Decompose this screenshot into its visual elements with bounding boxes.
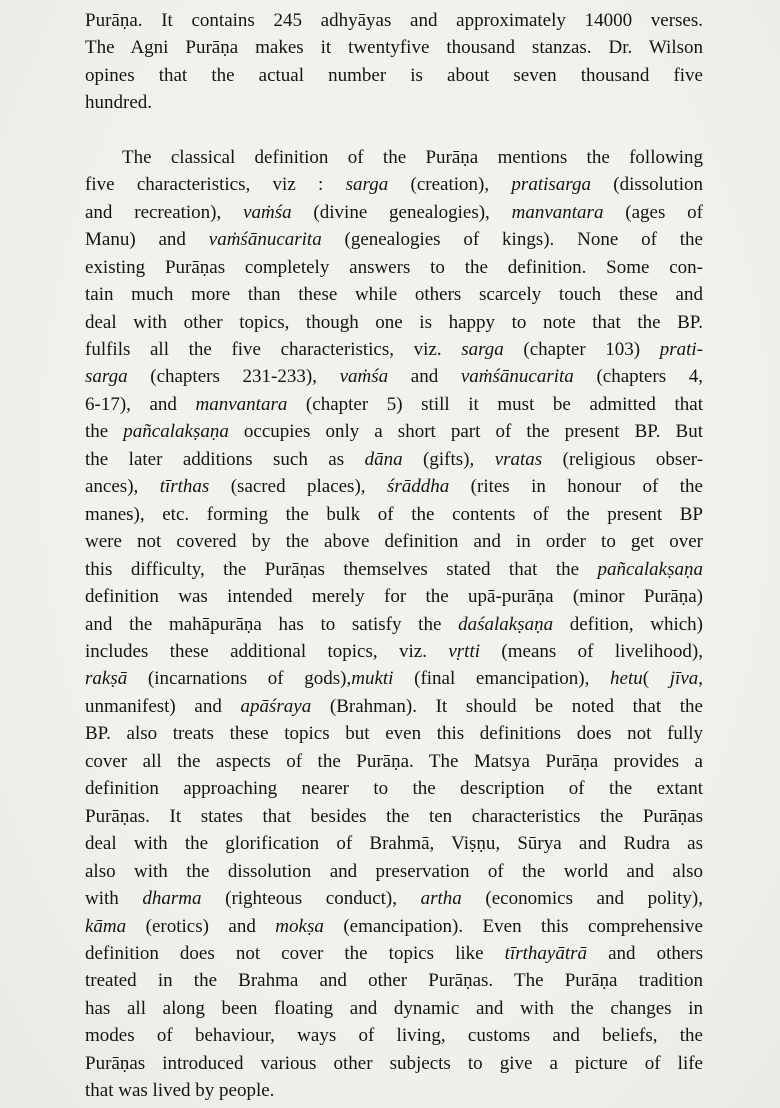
italic-term: śrāddha [386,476,450,498]
text-run: definition was intended merely for the upā-purāṇa (minor Purāṇa) [85,586,703,608]
text-line [85,693,703,720]
italic-term: tīrthas [159,476,210,498]
text-line [85,89,703,116]
text-run: occupies only a short part of the present BP. But [228,421,704,443]
text-run: (chapter 5) still it must be admitted that [287,393,704,415]
text-run: (chapters 231-233), [127,366,340,388]
italic-term: pañcalakṣaṇa [597,558,703,580]
text-line [85,913,703,940]
text-run: manes), etc. forming the bulk of the contents of the present BP [85,503,703,525]
text-run: The Agni Purāṇa makes it twentyfive thousand stanzas. Dr. Wilson [85,37,703,59]
text-line [85,638,703,665]
text-line [85,720,703,747]
italic-term: tīrthayātrā [504,942,588,964]
text-run: defition, which) [553,613,703,635]
text-run: (rites in honour of the [449,476,703,498]
italic-term: kāma [85,915,127,937]
italic-term: vaṁśa [339,366,389,388]
text-run: ( [642,668,670,690]
text-run: Purāṇa. It contains 245 adhyāyas and approximately 14000 verses. [85,10,703,31]
text-run: (emancipation). Even this comprehensive [323,915,703,937]
text-line [85,611,703,638]
text-line [85,775,703,802]
italic-term: dharma [142,888,202,910]
text-line [85,34,703,61]
text-run: deal with the glorification of Brahmā, Viṣṇu, Sūrya and Rudra as [85,833,703,855]
text-run: definition does not cover the topics like [85,942,505,964]
text-run: treated in the Brahma and other Purāṇas. The Purāṇa tradition [85,970,703,992]
text-line [85,336,703,363]
italic-term: mukti [351,668,394,690]
text-run: (sacred places), [209,476,387,498]
text-run: tain much more than these while others scarcely touch these and [85,284,703,306]
text-run: Purāṇas. It states that besides the ten characteristics the Purāṇas [85,805,703,827]
text-run: and recreation), [85,201,244,223]
text-run: definition approaching nearer to the description of the extant [85,778,703,800]
text-line [85,583,703,610]
text-run: (genealogies of kings). None of the [321,229,703,251]
italic-term: manvantara [511,201,604,223]
italic-term: prati- [659,338,703,360]
text-run: deal with other topics, though one is happy to note that the BP. [85,311,703,333]
text-run: cover all the aspects of the Purāṇa. The Matsya Purāṇa provides a [85,750,703,772]
text-line [85,171,703,198]
paragraph [85,144,703,1105]
text-line [85,7,703,34]
text-line [85,967,703,994]
text-run: ances), [85,476,160,498]
italic-term: sarga [85,366,128,388]
italic-term: rakṣā [85,668,128,690]
text-line [85,473,703,500]
italic-term: daśalakṣaṇa [458,613,554,635]
text-line [85,281,703,308]
text-run: (final emancipation), [393,668,611,690]
italic-term: artha [420,888,462,910]
italic-term: sarga [461,338,504,360]
text-run: opines that the actual number is about seven thousand five [85,64,703,86]
italic-term: pratisarga [511,174,591,196]
italic-term: vaṁśānucarita [460,366,574,388]
text-run: (religious obser- [542,448,704,470]
text-line [85,528,703,555]
text-run: with [85,888,143,910]
text-line [85,199,703,226]
text-run: BP. also treats these topics but even this definitions does not fully [85,723,703,745]
text-line [85,501,703,528]
italic-term: vṛtti [448,640,481,662]
text-run: , [698,668,704,690]
italic-term: mokṣa [275,915,324,937]
text-line [85,940,703,967]
italic-term: apāśraya [240,695,312,717]
text-run: hundred. [85,92,153,114]
text-run: the later additions such as [85,448,365,470]
text-run: (incarnations of gods), [127,668,352,690]
text-run: and the mahāpurāṇa has to satisfy the [85,613,459,635]
text-run: (Brahman). It should be noted that the [311,695,703,717]
italic-term: vaṁśa [243,201,292,223]
text-line [85,446,703,473]
text-run: (gifts), [402,448,495,470]
text-run: also with the dissolution and preservation of the world and also [85,860,703,882]
text-run: five characteristics, viz : [85,174,346,196]
text-run: modes of behaviour, ways of living, customs and beliefs, the [85,1025,703,1047]
text-line [85,830,703,857]
text-line [85,254,703,281]
text-run: and [388,366,461,388]
text-run: existing Purāṇas completely answers to the definition. Some con- [85,256,703,278]
text-run: and others [587,942,703,964]
text-run: The classical definition of the Purāṇa mentions the following [122,146,703,168]
text-line [85,858,703,885]
text-run: (creation), [388,174,512,196]
paragraph [85,7,703,117]
text-line [85,556,703,583]
text-run: (means of livelihood), [480,640,703,662]
text-run: (righteous conduct), [201,888,421,910]
italic-term: dāna [364,448,403,470]
text-line [85,748,703,775]
text-line [85,226,703,253]
text-run: that was lived by people. [85,1080,275,1102]
text-line [85,1050,703,1077]
text-run: Manu) and [85,229,209,251]
text-line [85,418,703,445]
text-run: (dissolution [590,174,703,196]
text-line [85,1077,703,1104]
text-line [85,391,703,418]
text-run: (chapters 4, [573,366,703,388]
text-line [85,309,703,336]
text-line [85,62,703,89]
text-run: (economics and polity), [461,888,704,910]
text-run: (ages of [603,201,703,223]
text-run: this difficulty, the Purāṇas themselves stated that the [85,558,598,580]
italic-term: manvantara [195,393,288,415]
text-line [85,144,703,171]
text-run: were not covered by the above definition and in order to get over [85,531,703,553]
text-run: 6-17), and [85,393,196,415]
italic-term: pañcalakṣaṇa [123,421,229,443]
text-run: unmanifest) and [85,695,241,717]
text-line [85,665,703,692]
italic-term: hetu [610,668,643,690]
text-line [85,363,703,390]
italic-term: sarga [345,174,389,196]
italic-term: vaṁśānucarita [208,229,322,251]
text-line [85,803,703,830]
text-run: (chapter 103) [503,338,660,360]
text-line [85,1022,703,1049]
text-run: fulfils all the five characteristics, viz. [85,338,462,360]
text-line [85,995,703,1022]
italic-term: jīva [669,668,699,690]
text-run: (erotics) and [126,915,276,937]
text-run: the [85,421,124,443]
page-text-block [85,7,703,1105]
italic-term: vratas [494,448,543,470]
text-line [85,885,703,912]
text-run: (divine genealogies), [291,201,512,223]
text-run: Purāṇas introduced various other subjects to give a picture of life [85,1052,703,1074]
text-run: includes these additional topics, viz. [85,640,449,662]
text-run: has all along been floating and dynamic and with the changes in [85,997,703,1019]
